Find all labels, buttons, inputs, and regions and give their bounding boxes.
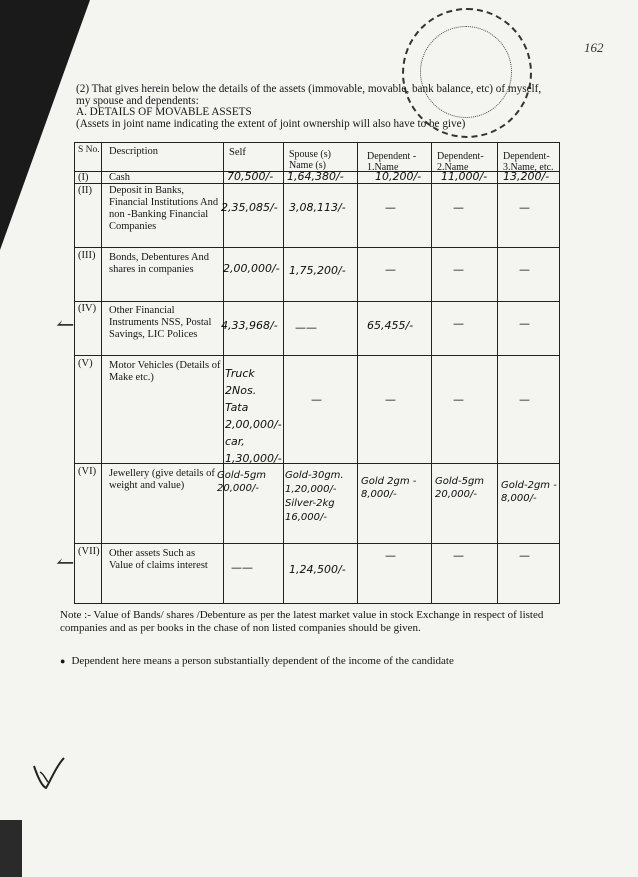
row-5-sno: (V) [78, 358, 93, 369]
row-3-description: Bonds, Debentures And shares in companies [109, 252, 210, 275]
intro-line-2: my spouse and dependents: [76, 94, 199, 107]
row-4-dep3: — [519, 317, 530, 330]
row-7-dep1: — [385, 549, 396, 562]
page-number: 162 [584, 40, 604, 55]
row-4-dep2: — [453, 317, 464, 330]
row-2-self: 2,35,085/- [221, 201, 278, 214]
row-2-description: Deposit in Banks, Financial Institutions And non -Banking Financial Companies [109, 185, 219, 232]
row-2-dep2: — [453, 201, 464, 214]
header-self: Self [229, 147, 246, 158]
row-4-description: Other Financial Instruments NSS, Postal Savings, LIC Polices [109, 305, 212, 340]
header-dependent-1: Dependent - 1.Name [367, 151, 417, 173]
header-sno: S No. [78, 145, 100, 155]
row-7-spouse: 1,24,500/- [289, 563, 346, 576]
scan-edge-shadow [0, 820, 22, 877]
header-description: Description [109, 146, 158, 157]
intro-line-4: (Assets in joint name indicating the extent of joint ownership will also have to be give) [76, 117, 466, 130]
row-4-spouse: —— [295, 321, 317, 334]
row-4-dep1: 65,455/- [367, 319, 414, 332]
row-5-spouse: — [311, 393, 322, 406]
row-6-self: Gold-5gm 20,000/- [217, 470, 267, 494]
row-6-description: Jewellery (give details of weight and value) [109, 468, 215, 491]
note-label: Note :- [60, 609, 91, 621]
row-7-dep3: — [519, 549, 530, 562]
row-5-description: Motor Vehicles (Details of Make etc.) [109, 360, 221, 383]
market-value-note [60, 609, 560, 635]
row-2-dep1: — [385, 201, 396, 214]
bullet-icon: ● [60, 656, 66, 666]
row-5-self: Truck 2Nos. Tata 2,00,000/- car, 1,30,000/- [225, 367, 282, 465]
intro-text [76, 84, 541, 130]
row-5-dep1: — [385, 393, 396, 406]
row-4-sno: (IV) [78, 303, 97, 314]
row-6-dep3: Gold-2gm - 8,000/- [501, 480, 557, 504]
row-1-spouse: 1,64,380/- [287, 170, 344, 183]
margin-mark-icon: ↼ [56, 312, 75, 337]
row-1-sno: (I) [78, 172, 89, 183]
header-dependent-3: Dependent- 3.Name, etc. [503, 151, 554, 173]
row-1-self: 70,500/- [227, 170, 274, 183]
movable-assets-table [74, 142, 560, 604]
row-3-self: 2,00,000/- [223, 262, 280, 275]
row-7-self: —— [231, 561, 253, 574]
row-5-dep2: — [453, 393, 464, 406]
row-1-dep2: 11,000/- [441, 170, 488, 183]
row-3-sno: (III) [78, 250, 96, 261]
note-text: Value of Bands/ shares /Debenture as per the latest market value in stock Exchange in respect of listed companies and as per books in the chase of non listed companies should be given. [60, 609, 544, 634]
dependent-note-text: Dependent here means a person substantially dependent of the income of the candidate [71, 655, 454, 667]
row-1-description: Cash [109, 172, 130, 183]
row-6-dep2: Gold-5gm 20,000/- [435, 476, 485, 500]
row-7-description: Other assets Such as Value of claims interest [109, 548, 208, 571]
row-3-dep1: — [385, 263, 396, 276]
row-4-self: 4,33,968/- [221, 319, 278, 332]
row-5-dep3: — [519, 393, 530, 406]
row-2-dep3: — [519, 201, 530, 214]
initials-signature-icon [30, 752, 70, 792]
row-7-dep2: — [453, 549, 464, 562]
dependent-note [60, 655, 454, 667]
header-dependent-2: Dependent- 2.Name [437, 151, 484, 173]
row-3-spouse: 1,75,200/- [289, 264, 346, 277]
intro-line-1: (2) That gives herein below the details of the assets (immovable, movable, bank balance, etc) of myself, [76, 83, 542, 95]
row-2-sno: (II) [78, 185, 92, 196]
row-3-dep2: — [453, 263, 464, 276]
row-6-dep1: Gold 2gm - 8,000/- [361, 476, 417, 500]
row-1-dep3: 13,200/- [503, 170, 550, 183]
margin-mark-icon: ↼ [56, 550, 75, 575]
row-7-sno: (VII) [78, 546, 100, 557]
row-1-dep1: 10,200/- [375, 170, 422, 183]
row-3-dep3: — [519, 263, 530, 276]
header-spouse: Spouse (s) Name (s) [289, 149, 331, 171]
row-6-spouse: Gold-30gm. 1,20,000/- Silver-2kg 16,000/- [285, 470, 344, 523]
section-heading: A. DETAILS OF MOVABLE ASSETS [76, 106, 252, 119]
row-2-spouse: 3,08,113/- [289, 201, 346, 214]
row-6-sno: (VI) [78, 466, 97, 477]
